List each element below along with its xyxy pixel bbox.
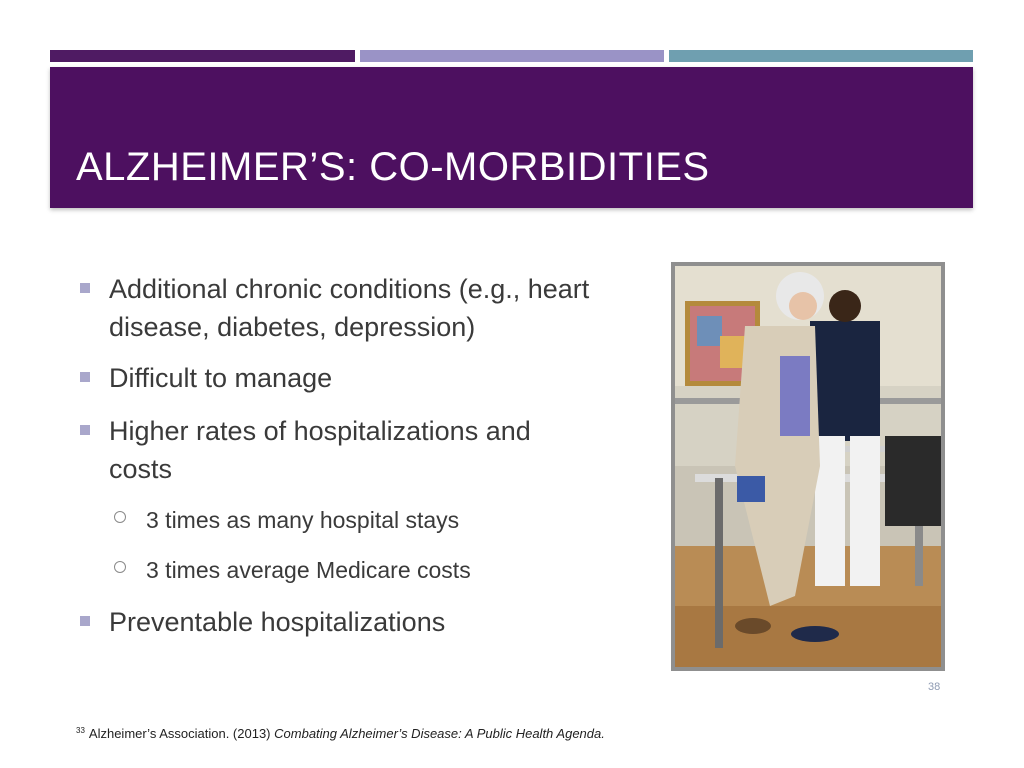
bullet-item (76, 603, 646, 641)
bullet-item (76, 359, 646, 397)
title-bar (50, 67, 973, 208)
bullet-text: Difficult to manage (109, 363, 333, 393)
square-bullet-icon (80, 372, 90, 382)
bullet-item (76, 270, 646, 346)
page-number: 38 (928, 681, 941, 693)
sub-bullet-text: 3 times average Medicare costs (146, 557, 471, 583)
circle-bullet-icon (114, 511, 126, 523)
header-stripe-3 (669, 50, 973, 62)
header-stripe-2 (360, 50, 664, 62)
bullet-text: Additional chronic conditions (e.g., heart disease, diabetes, depression) (109, 274, 590, 342)
footnote-number: 33 (76, 726, 85, 735)
bullet-item (76, 412, 549, 488)
circle-bullet-icon (114, 561, 126, 573)
footnote-title: Combating Alzheimer’s Disease: A Public Health Agenda. (274, 726, 605, 741)
slide-title: ALZHEIMER’S: CO-MORBIDITIES (76, 145, 710, 189)
header-stripe-1 (50, 50, 355, 62)
square-bullet-icon (80, 425, 90, 435)
square-bullet-icon (80, 283, 90, 293)
bullet-text: Higher rates of hospitalizations and costs (109, 416, 531, 484)
square-bullet-icon (80, 616, 90, 626)
footnote-citation: Alzheimer’s Association. (2013) (88, 726, 271, 741)
footnote (76, 726, 605, 741)
sub-bullet-text: 3 times as many hospital stays (146, 507, 460, 533)
physical-therapy-photo (675, 266, 941, 667)
sub-bullet-item (76, 503, 646, 537)
photo-frame (671, 262, 945, 671)
sub-bullet-item (76, 553, 646, 587)
bullet-text: Preventable hospitalizations (109, 607, 446, 637)
bullet-list (76, 270, 646, 656)
